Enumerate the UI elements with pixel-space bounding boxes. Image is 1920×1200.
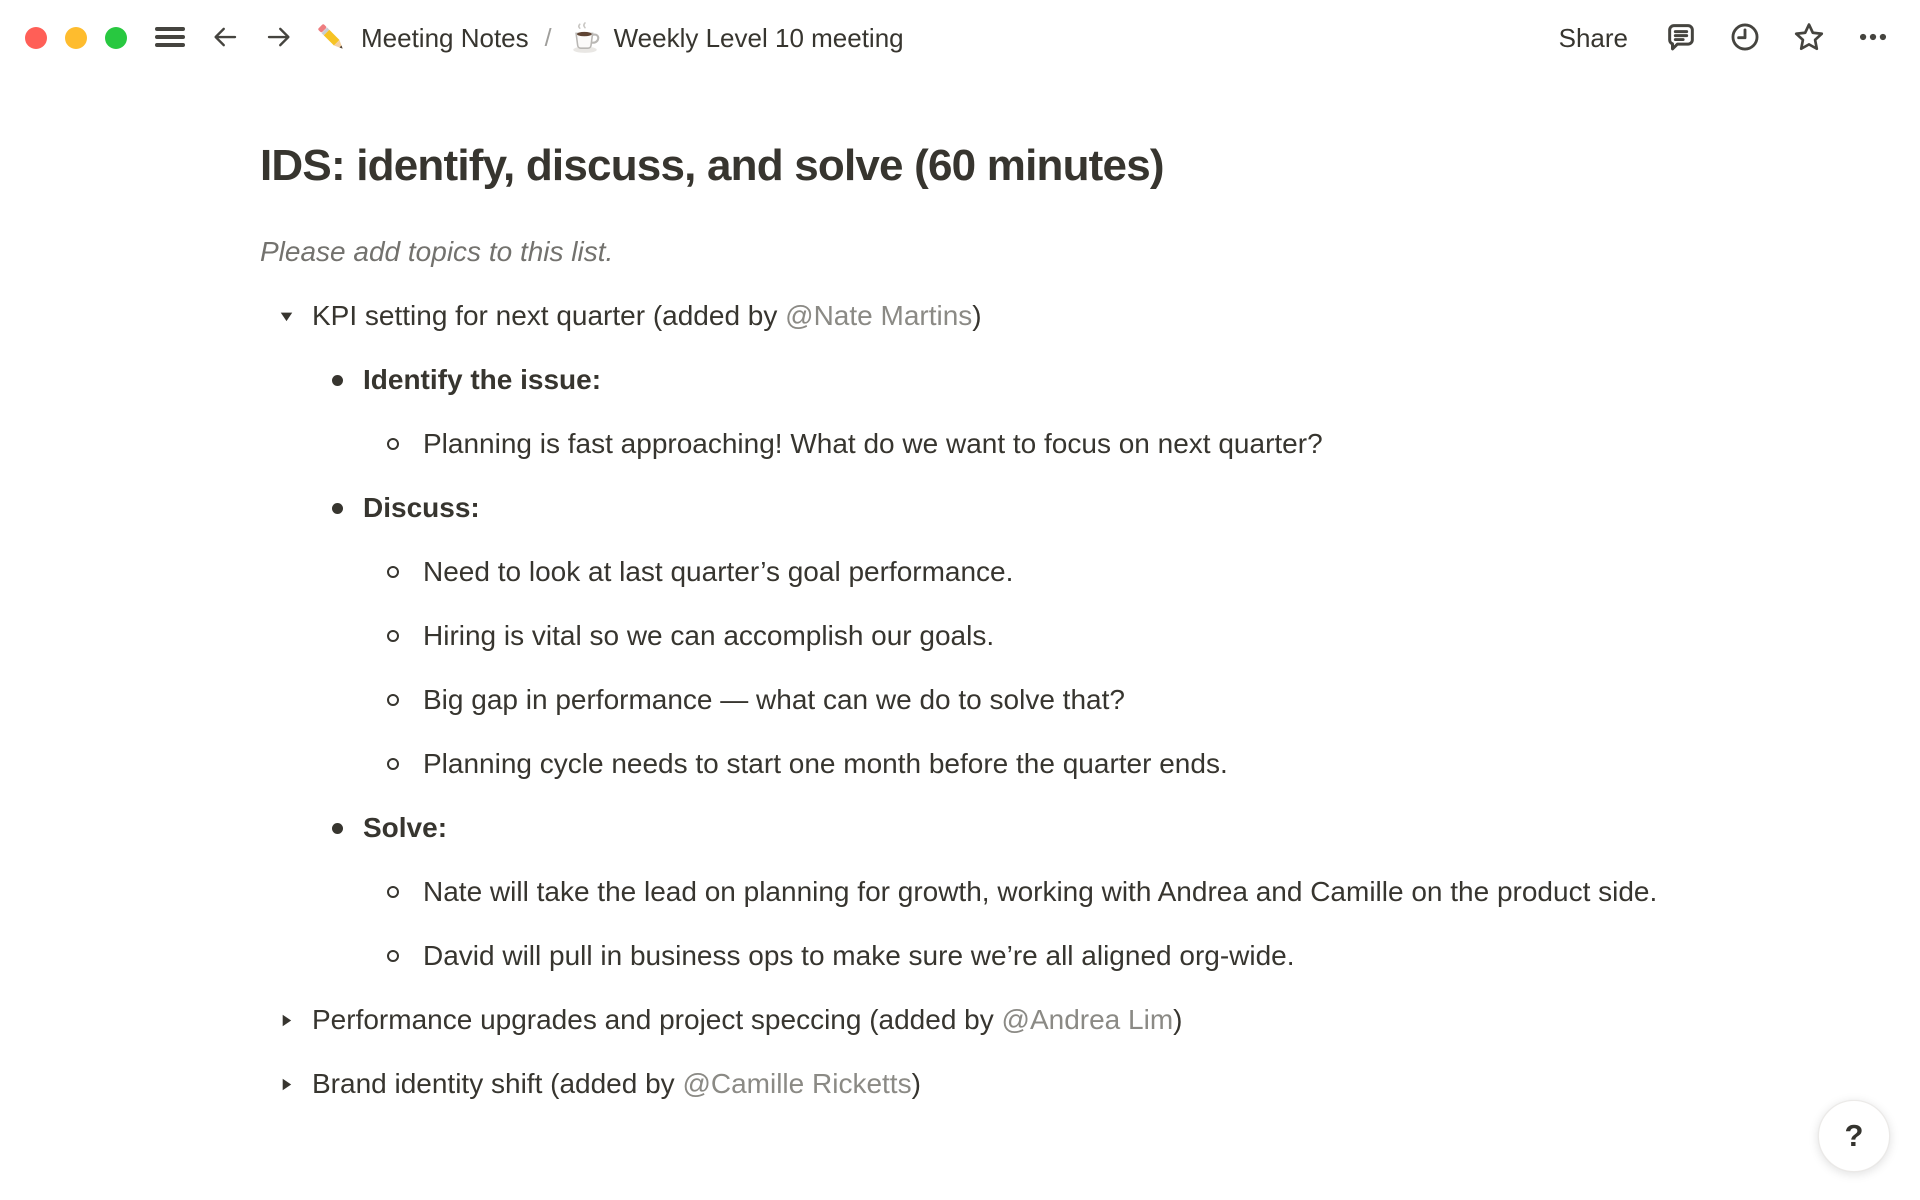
- sub-list: [363, 412, 1660, 476]
- ellipsis-icon: [1856, 20, 1890, 57]
- breadcrumb-item-meeting-notes[interactable]: [315, 21, 529, 55]
- list-item-text: David will pull in business ops to make sure we’re all aligned org-wide.: [423, 940, 1295, 971]
- triangle-right-icon: [278, 996, 295, 1044]
- list-item-text: Big gap in performance — what can we do to solve that?: [423, 684, 1125, 715]
- bullet-icon: [312, 804, 363, 852]
- list-item-text: Planning is fast approaching! What do we want to focus on next quarter?: [423, 428, 1323, 459]
- list-item: [363, 604, 1660, 668]
- mention-andrea-lim[interactable]: @Andrea Lim: [1001, 1004, 1174, 1035]
- clock-icon: [1728, 20, 1762, 57]
- list-item: [312, 476, 1660, 540]
- page-title: IDS: identify, discuss, and solve (60 minutes): [260, 141, 1164, 190]
- toggle-block-performance: [260, 988, 1660, 1052]
- toggle-title: [312, 292, 1660, 340]
- bullet-icon: [312, 484, 363, 532]
- share-button[interactable]: Share: [1553, 19, 1634, 58]
- more-button[interactable]: [1856, 20, 1890, 57]
- list-item-text: Need to look at last quarter’s goal performance.: [423, 556, 1014, 587]
- zoom-button[interactable]: [105, 27, 127, 49]
- toggle-header: [260, 284, 1660, 348]
- circle-bullet-icon: [363, 420, 423, 468]
- circle-bullet-icon: [363, 868, 423, 916]
- list-item: [363, 860, 1660, 924]
- section-label: Solve:: [363, 812, 448, 843]
- toggle-expand-button[interactable]: [260, 1060, 312, 1108]
- arrow-left-icon: [209, 22, 241, 55]
- pencil-icon: [315, 21, 349, 55]
- list-item: [312, 348, 1660, 412]
- circle-bullet-icon: [363, 548, 423, 596]
- toggle-title-suffix: ): [972, 300, 982, 331]
- triangle-right-icon: [278, 1060, 295, 1108]
- section-label: Identify the issue:: [363, 364, 602, 395]
- back-button[interactable]: [209, 22, 241, 55]
- updates-button[interactable]: [1728, 20, 1762, 57]
- list-item: [363, 540, 1660, 604]
- toggle-title-text: KPI setting for next quarter (added by: [312, 300, 786, 331]
- toggle-title-text: Brand identity shift (added by: [312, 1068, 683, 1099]
- toggle-collapse-button[interactable]: [260, 292, 312, 340]
- circle-bullet-icon: [363, 676, 423, 724]
- top-bar: [0, 0, 1920, 76]
- toggle-title-text: Performance upgrades and project speccing (added by: [312, 1004, 1002, 1035]
- page-content: [0, 138, 1660, 1116]
- star-icon: [1792, 20, 1826, 57]
- arrow-right-icon: [263, 22, 295, 55]
- section-label: Discuss:: [363, 492, 480, 523]
- sub-list: [363, 540, 1660, 796]
- breadcrumb-item-weekly-meeting[interactable]: [568, 21, 904, 55]
- toggle-block-kpi: [260, 284, 1660, 988]
- breadcrumb-separator: /: [544, 23, 552, 52]
- toggle-title: [312, 1060, 1660, 1108]
- circle-bullet-icon: [363, 740, 423, 788]
- list-item-text: Planning cycle needs to start one month before the quarter ends.: [423, 748, 1228, 779]
- bullet-icon: [312, 356, 363, 404]
- toggle-title-suffix: ): [911, 1068, 921, 1099]
- breadcrumb-label: Weekly Level 10 meeting: [613, 22, 904, 53]
- circle-bullet-icon: [363, 932, 423, 980]
- toggle-title: [312, 996, 1660, 1044]
- hamburger-icon: [153, 22, 187, 55]
- list-item: [363, 412, 1660, 476]
- list-item: [312, 796, 1660, 860]
- circle-bullet-icon: [363, 612, 423, 660]
- comments-button[interactable]: [1664, 20, 1698, 57]
- toggle-block-brand: [260, 1052, 1660, 1116]
- close-button[interactable]: [25, 27, 47, 49]
- topbar-actions: [1553, 19, 1890, 58]
- toggle-expand-button[interactable]: [260, 996, 312, 1044]
- window-controls: [25, 27, 127, 49]
- forward-button[interactable]: [263, 22, 295, 55]
- minimize-button[interactable]: [65, 27, 87, 49]
- list-item: [363, 668, 1660, 732]
- toggle-children: [312, 348, 1660, 988]
- list-item-text: Nate will take the lead on planning for growth, working with Andrea and Camille on the product side.: [423, 876, 1658, 907]
- breadcrumb: [315, 21, 904, 55]
- triangle-down-icon: [278, 292, 295, 340]
- page-subtitle: Please add topics to this list.: [260, 236, 614, 267]
- sub-list: [363, 860, 1660, 988]
- help-button[interactable]: ?: [1818, 1100, 1890, 1172]
- comment-icon: [1664, 20, 1698, 57]
- sidebar-menu-button[interactable]: [153, 22, 187, 55]
- list-item: [363, 924, 1660, 988]
- favorite-button[interactable]: [1792, 20, 1826, 57]
- list-item: [363, 732, 1660, 796]
- mention-nate-martins[interactable]: @Nate Martins: [785, 300, 973, 331]
- breadcrumb-label: Meeting Notes: [361, 22, 529, 53]
- toggle-title-suffix: ): [1173, 1004, 1183, 1035]
- coffee-icon: [568, 21, 602, 55]
- list-item-text: Hiring is vital so we can accomplish our goals.: [423, 620, 995, 651]
- mention-camille-ricketts[interactable]: @Camille Ricketts: [682, 1068, 912, 1099]
